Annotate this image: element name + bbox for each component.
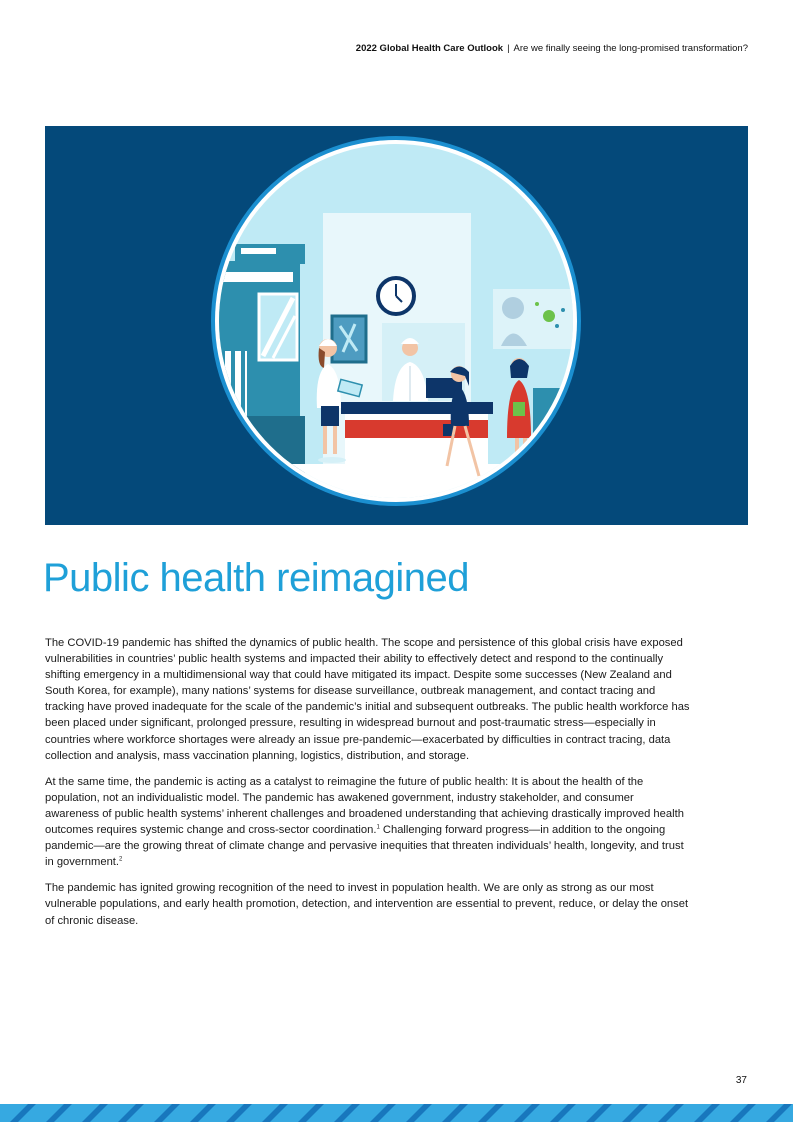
section-title: Public health reimagined bbox=[43, 556, 470, 600]
footer-stripe-band bbox=[0, 1104, 793, 1122]
header-separator: | bbox=[507, 43, 510, 54]
paragraph-2-text-b: Challenging forward progress—in addition to the ongoing pandemic—are the growing threat of climate change and pervasive inequities that threaten individuals’ health, longevity, and trust in government. bbox=[45, 824, 684, 869]
body-text bbox=[45, 635, 690, 939]
hero-illustration bbox=[45, 126, 748, 525]
paragraph-2 bbox=[45, 774, 690, 871]
report-title: 2022 Global Health Care Outlook bbox=[355, 43, 504, 54]
paragraph-1: The COVID-19 pandemic has shifted the dynamics of public health. The scope and persistence of this global crisis have exposed vulnerabilities in countries’ public health systems and impacted their ability to effectively detect and respond to the continually shifting emergency in a multidimensional way that could have mitigated its impact. Despite some successes (New Zealand and South Korea, for example), many nations’ systems for disease surveillance, outbreak management, and contact tracing and tracking have proved inadequate for the scale of the pandemic’s initial and subsequent outbreaks. The public health workforce has been placed under significant, prolonged pressure, resulting in widespread burnout and post-traumatic stress—especially in countries where workforce shortages were already an issue pre-pandemic—exacerbated by difficulties in contract tracing, data collection and analysis, mass vaccination planning, logistics, distribution, and storage. bbox=[45, 637, 690, 762]
paragraph-3: The pandemic has ignited growing recognition of the need to invest in population health. We are only as strong as our most vulnerable populations, and early health promotion, detection, and intervention are essential to prevent, reduce, or delay the onset of chronic disease. bbox=[45, 882, 689, 927]
virus-icon bbox=[543, 310, 555, 322]
page-number: 37 bbox=[735, 1075, 747, 1086]
running-header bbox=[356, 43, 748, 54]
report-subtitle: Are we finally seeing the long-promised transformation? bbox=[513, 43, 748, 54]
footnote-ref-1[interactable]: 1 bbox=[376, 824, 380, 831]
footnote-ref-2[interactable]: 2 bbox=[119, 856, 123, 863]
paragraph-2-text-a: At the same time, the pandemic is acting as a catalyst to reimagine the future of public health: It is about the health of the population, not an individualistic model. The pandemic has awakened government, industry stakeholder, and consumer awareness of public health systems’ inherent challenges and broadened understanding that achieving drastically improved health outcomes requires systemic change and cross-sector coordination. bbox=[45, 775, 684, 837]
